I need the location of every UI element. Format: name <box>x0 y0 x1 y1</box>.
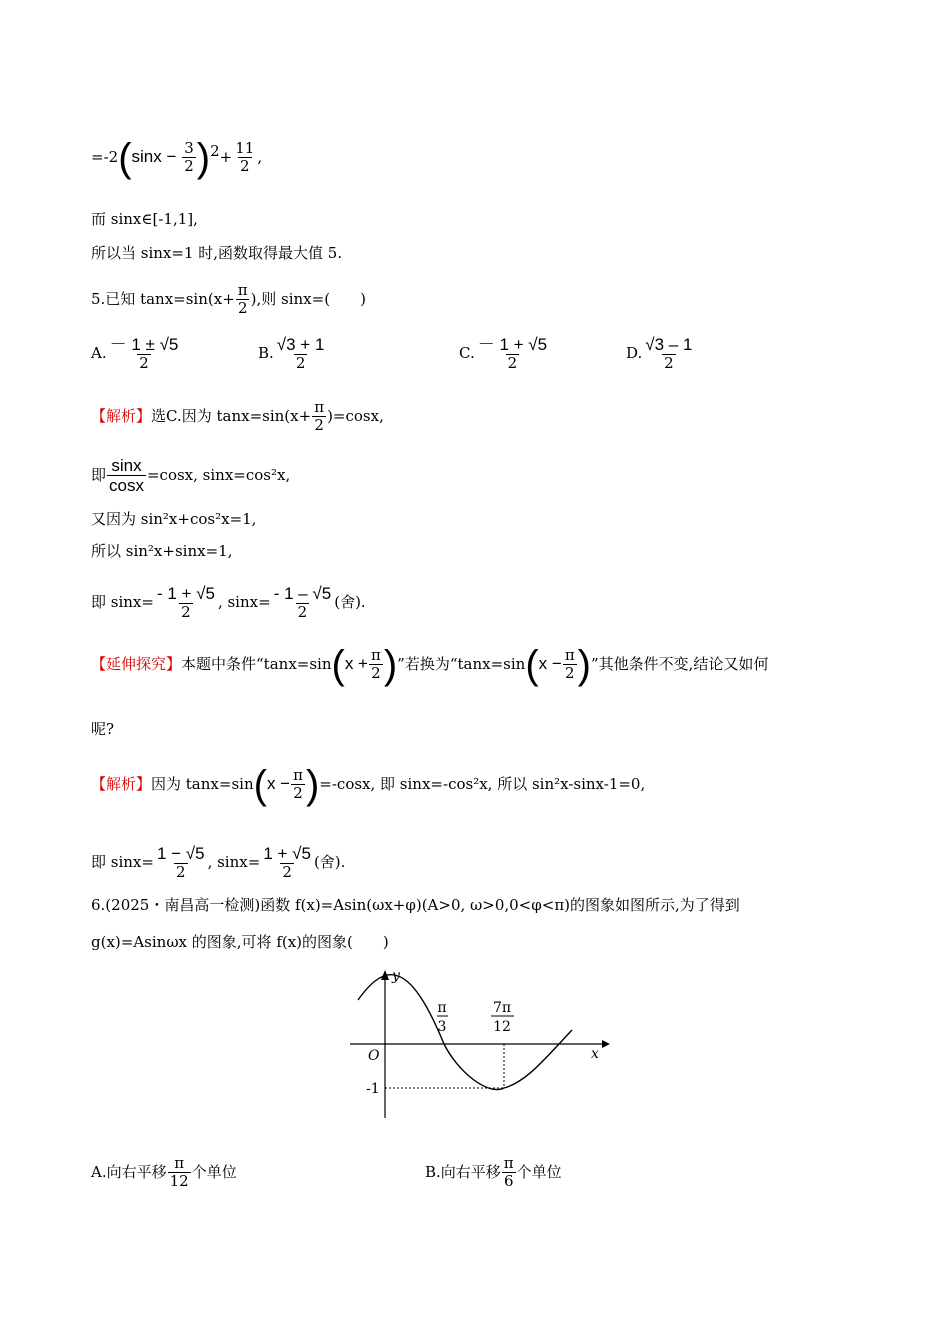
text-line: 而 sinx∈[-1,1], <box>91 210 198 228</box>
option-5a[interactable]: A. $\frac{- 1 \pm √5}{2}$ <box>91 335 179 372</box>
option-6b[interactable]: B.向右平移 $\frac{\pi}{6}$ 个单位 <box>425 1154 562 1190</box>
sine-graph <box>340 960 620 1120</box>
option-6a[interactable]: A.向右平移 $\frac{\pi}{12}$ 个单位 <box>91 1154 237 1190</box>
analysis-tag: 【解析】 <box>91 775 152 793</box>
analysis-tag: 【解析】 <box>91 406 152 425</box>
expr-sinx: sinx <box>131 147 162 166</box>
left-paren: ( <box>118 136 132 180</box>
question-6-line1: 6.(2025・南昌高一检测)函数 f(x)=Asin(ωx+φ)(A>0, ω>0,0<φ<π)的图象如图所示,为了得到 <box>91 896 740 914</box>
tick2-num: 7π <box>492 1000 512 1016</box>
solution-5-line5: 即 sinx= $\frac{- 1 + √5}{2}$ , sinx= $\frac{- 1 - √5}{2}$ (舍). <box>91 584 366 621</box>
option-5d[interactable]: D. $\frac{√3 - 1}{2}$ <box>626 335 693 372</box>
y-label: y <box>392 968 400 984</box>
expr-plus: + <box>219 148 233 166</box>
origin-label: O <box>368 1048 380 1064</box>
expression-line: =-2(sinx − $\frac{3}{2}$ )2+ $\frac{11}{2}$ , <box>91 136 263 180</box>
fraction-11-2: $\frac{11}{2}$ <box>235 139 255 175</box>
tick2-den: 12 <box>493 1019 511 1035</box>
fraction-pi-2: $\frac{\pi}{2}$ <box>237 281 248 317</box>
solution-5-line2: 即 $\frac{\sin x}{\cos x}$ =cosx, sinx=cos²x, <box>91 456 291 495</box>
fraction-3-2: $\frac{3}{2}$ <box>184 139 194 175</box>
extension-line1: 【延伸探究】本题中条件“tanx=sin(x + $\frac{\pi}{2}$ )”若换为“tanx=sin(x − $\frac{\pi}{2}$ )”其他条件不变,结论又如何 <box>91 643 769 687</box>
tick1-den: 3 <box>437 1019 447 1035</box>
x-label: x <box>591 1046 599 1062</box>
sine-curve <box>358 975 572 1090</box>
exponent: 2 <box>210 142 220 160</box>
question-5: 5.已知 tanx=sin(x+ $\frac{\pi}{2}$ ),则 sinx=( ) <box>91 281 366 317</box>
question-6-line2: g(x)=Asinωx 的图象,可将 f(x)的图象( ) <box>91 933 389 951</box>
solution-5-line3: 又因为 sin²x+cos²x=1, <box>91 510 257 528</box>
solution-5-line1: 【解析】选C.因为 tanx=sin(x+ $\frac{\pi}{2}$ )=cosx, <box>91 398 384 434</box>
right-paren: ) <box>196 136 211 180</box>
extension-solution-line1: 【解析】因为 tanx=sin(x − $\frac{\pi}{2}$ )=-cosx, 即 sinx=-cos²x, 所以 sin²x-sinx-1=0, <box>91 763 646 807</box>
extension-tag: 【延伸探究】 <box>91 655 182 673</box>
x-axis-arrow <box>602 1040 610 1048</box>
extension-line2: 呢? <box>91 720 115 738</box>
solution-5-line4: 所以 sin²x+sinx=1, <box>91 542 233 560</box>
text-line: 所以当 sinx=1 时,函数取得最大值 5. <box>91 244 343 262</box>
tick1-num: π <box>437 1000 447 1016</box>
expr-minus: − <box>166 147 177 166</box>
expr-prefix: =-2 <box>91 148 119 166</box>
y-min-label: -1 <box>366 1081 380 1097</box>
option-5b[interactable]: B. $\frac{√3 + 1}{2}$ <box>258 335 325 372</box>
extension-solution-line2: 即 sinx= $\frac{1 - √5}{2}$ , sinx= $\frac{1 + √5}{2}$ (舍). <box>91 844 346 881</box>
option-5c[interactable]: C. $\frac{- 1 + √5}{2}$ <box>459 335 548 372</box>
